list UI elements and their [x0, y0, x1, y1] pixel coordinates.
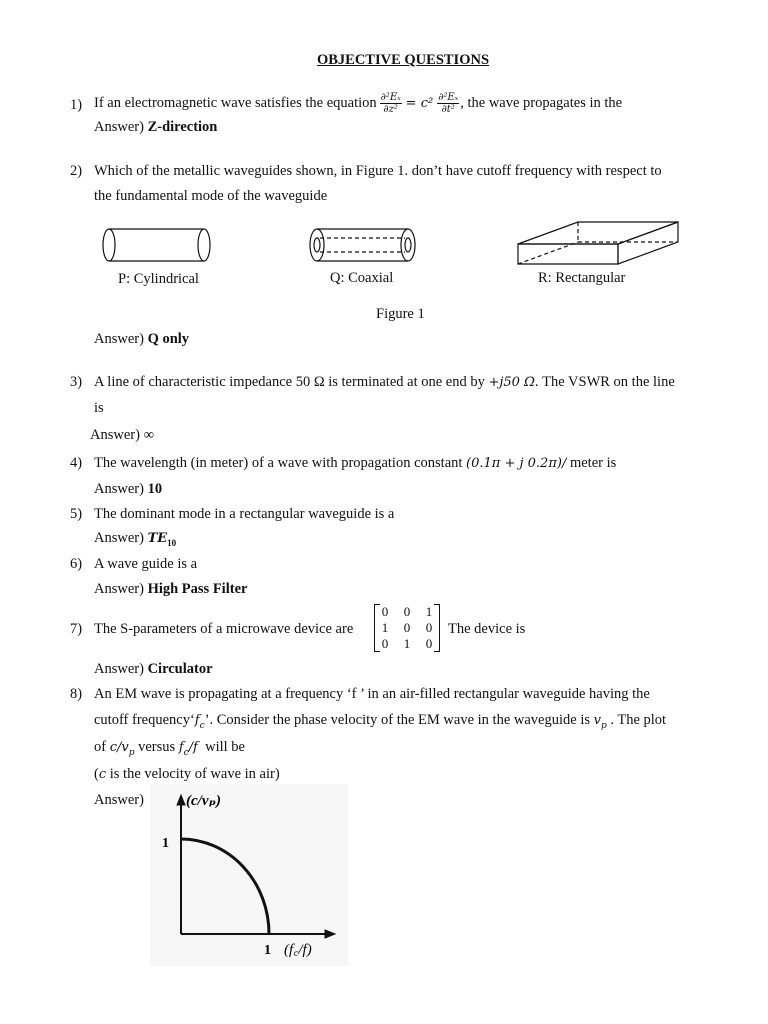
- q1-text-pre: If an electromagnetic wave satisfies the equation: [94, 94, 377, 111]
- matrix-cell: 0: [403, 604, 411, 619]
- q4-line-end: meter is: [569, 455, 617, 471]
- matrix-cell: 1: [381, 620, 389, 635]
- q7-text-pre: The S-parameters of a microwave device are: [94, 621, 354, 637]
- q8-line3-f: will be: [205, 739, 245, 755]
- q8-fc-over-f-subscript: c: [183, 747, 189, 758]
- q3-answer: [90, 427, 154, 444]
- q3-number: 3): [70, 374, 83, 390]
- q6-answer-value: High Pass Filter: [147, 581, 248, 597]
- q8-c-symbol: c: [98, 767, 107, 782]
- q3-line2: is: [94, 400, 104, 416]
- q7-answer: [94, 661, 213, 678]
- q8-line2-c: ’. Consider the phase velocity of the EM wave in the waveguide is: [204, 712, 590, 728]
- q8-line3: [94, 739, 245, 758]
- q4-line-text: The wavelength (in meter) of a wave with propagation constant: [94, 455, 463, 471]
- page-title: OBJECTIVE QUESTIONS: [316, 52, 490, 68]
- q8-line2-e: . The plot: [610, 712, 667, 728]
- q3-line1: [94, 374, 675, 391]
- cylindrical-waveguide-icon: [103, 229, 210, 261]
- q2-number: 2): [70, 163, 83, 179]
- q1-number: 1): [70, 97, 83, 113]
- q8-fc-symbol: f: [194, 713, 200, 728]
- q1-rhs-numerator: ∂²Eₓ: [438, 91, 459, 103]
- coaxial-waveguide-icon: [310, 229, 415, 261]
- q7-number: 7): [70, 621, 83, 637]
- q1-answer-value: Z-direction: [147, 119, 218, 135]
- q1-answer-label: Answer): [94, 119, 144, 135]
- q2-line1: Which of the metallic waveguides shown, in Figure 1. don’t have cutoff frequency with respect to: [94, 163, 662, 179]
- q2-answer-label: Answer): [94, 331, 144, 347]
- q4-answer-label: Answer): [94, 481, 144, 497]
- q1-rhs-fraction: [437, 92, 459, 115]
- q8-line4-c: is the velocity of wave in air): [109, 766, 280, 782]
- matrix-cell: 0: [425, 620, 433, 635]
- q8-answer-label: Answer): [94, 792, 144, 808]
- q1-lhs-numerator: ∂²Eₓ: [380, 91, 401, 103]
- q3-load-impedance: +j50 Ω: [488, 375, 535, 390]
- q1-text-post: , the wave propagates in the: [460, 94, 623, 111]
- q4-propagation-constant: (0.1π + j 0.2π)/: [466, 456, 567, 471]
- q7-text-post: The device is: [448, 621, 526, 637]
- q4-number: 4): [70, 455, 83, 471]
- matrix-cell: 0: [403, 620, 411, 635]
- q1-lhs-denominator: ∂z²: [383, 103, 398, 115]
- q3-answer-value: ∞: [143, 427, 154, 443]
- q1-answer: [94, 119, 217, 136]
- q1-rhs-denominator: ∂t²: [441, 103, 455, 115]
- q8-line2: [94, 712, 666, 731]
- y-tick-label: 1: [162, 836, 169, 851]
- q6-answer-label: Answer): [94, 581, 144, 597]
- q4-answer: [94, 481, 162, 498]
- matrix-cell: 1: [425, 604, 433, 619]
- q6-answer: [94, 581, 247, 598]
- q8-line4: [94, 766, 280, 783]
- figure-label-r: R: Rectangular: [538, 270, 626, 286]
- q2-answer-value: Q only: [147, 331, 190, 347]
- q8-c-over-vp-subscript: p: [128, 747, 135, 758]
- rectangular-waveguide-icon: [518, 222, 678, 264]
- q8-line4-a: (: [94, 766, 99, 782]
- q8-c-over-vp: c/v: [109, 740, 129, 755]
- q5-answer-subscript: 10: [167, 537, 177, 548]
- q3-line1-text: A line of characteristic impedance 50 Ω is terminated at one end by: [94, 374, 485, 390]
- s-parameter-matrix: [374, 604, 440, 652]
- q8-line2-a: cutoff frequency‘: [94, 712, 195, 728]
- q7-answer-label: Answer): [94, 661, 144, 677]
- x-axis-label: (f꜀/f): [284, 942, 312, 958]
- answer-plot: [150, 784, 350, 968]
- q8-line1: An EM wave is propagating at a frequency ‘f ’ in an air-filled rectangular waveguide having the: [94, 686, 650, 702]
- matrix-cell: 0: [381, 604, 389, 619]
- q4-answer-value: 10: [147, 481, 163, 497]
- q1-lhs-fraction: [380, 92, 402, 115]
- q1-equals: = c²: [405, 95, 434, 111]
- q5-number: 5): [70, 506, 83, 522]
- q3-answer-label: Answer): [90, 427, 140, 443]
- q6-number: 6): [70, 556, 83, 572]
- q8-vp-subscript: p: [600, 720, 607, 731]
- q5-answer: [94, 530, 176, 548]
- q5-answer-value: TE: [147, 531, 168, 546]
- q1-question: [94, 89, 622, 117]
- figure-1-waveguides: [0, 218, 768, 270]
- q5-line: The dominant mode in a rectangular waveguide is a: [94, 506, 395, 522]
- q2-answer: [94, 331, 189, 348]
- matrix-cell: 0: [381, 636, 389, 651]
- q8-vp-symbol: v: [593, 713, 601, 728]
- q8-fc-subscript: c: [199, 720, 205, 731]
- figure-label-p: P: Cylindrical: [118, 271, 199, 287]
- q6-line: A wave guide is a: [94, 556, 198, 572]
- q8-fc-over-f: f: [178, 740, 184, 755]
- q7-answer-value: Circulator: [147, 661, 213, 677]
- figure-label-q: Q: Coaxial: [330, 270, 394, 286]
- x-tick-label: 1: [264, 943, 271, 958]
- q4-line: [94, 455, 616, 472]
- q8-line3-a: of: [94, 739, 107, 755]
- q8-number: 8): [70, 686, 83, 702]
- q2-line2: the fundamental mode of the waveguide: [94, 188, 328, 204]
- q8-fc-over-f-tail: /f: [188, 740, 198, 755]
- y-axis-label: (c/vₚ): [186, 793, 221, 809]
- q5-answer-label: Answer): [94, 530, 144, 546]
- matrix-cell: 1: [403, 636, 411, 651]
- matrix-cell: 0: [425, 636, 433, 651]
- q3-line1-end: . The VSWR on the line: [534, 374, 675, 390]
- q8-line3-c: versus: [138, 739, 176, 755]
- figure-caption: Figure 1: [376, 306, 425, 322]
